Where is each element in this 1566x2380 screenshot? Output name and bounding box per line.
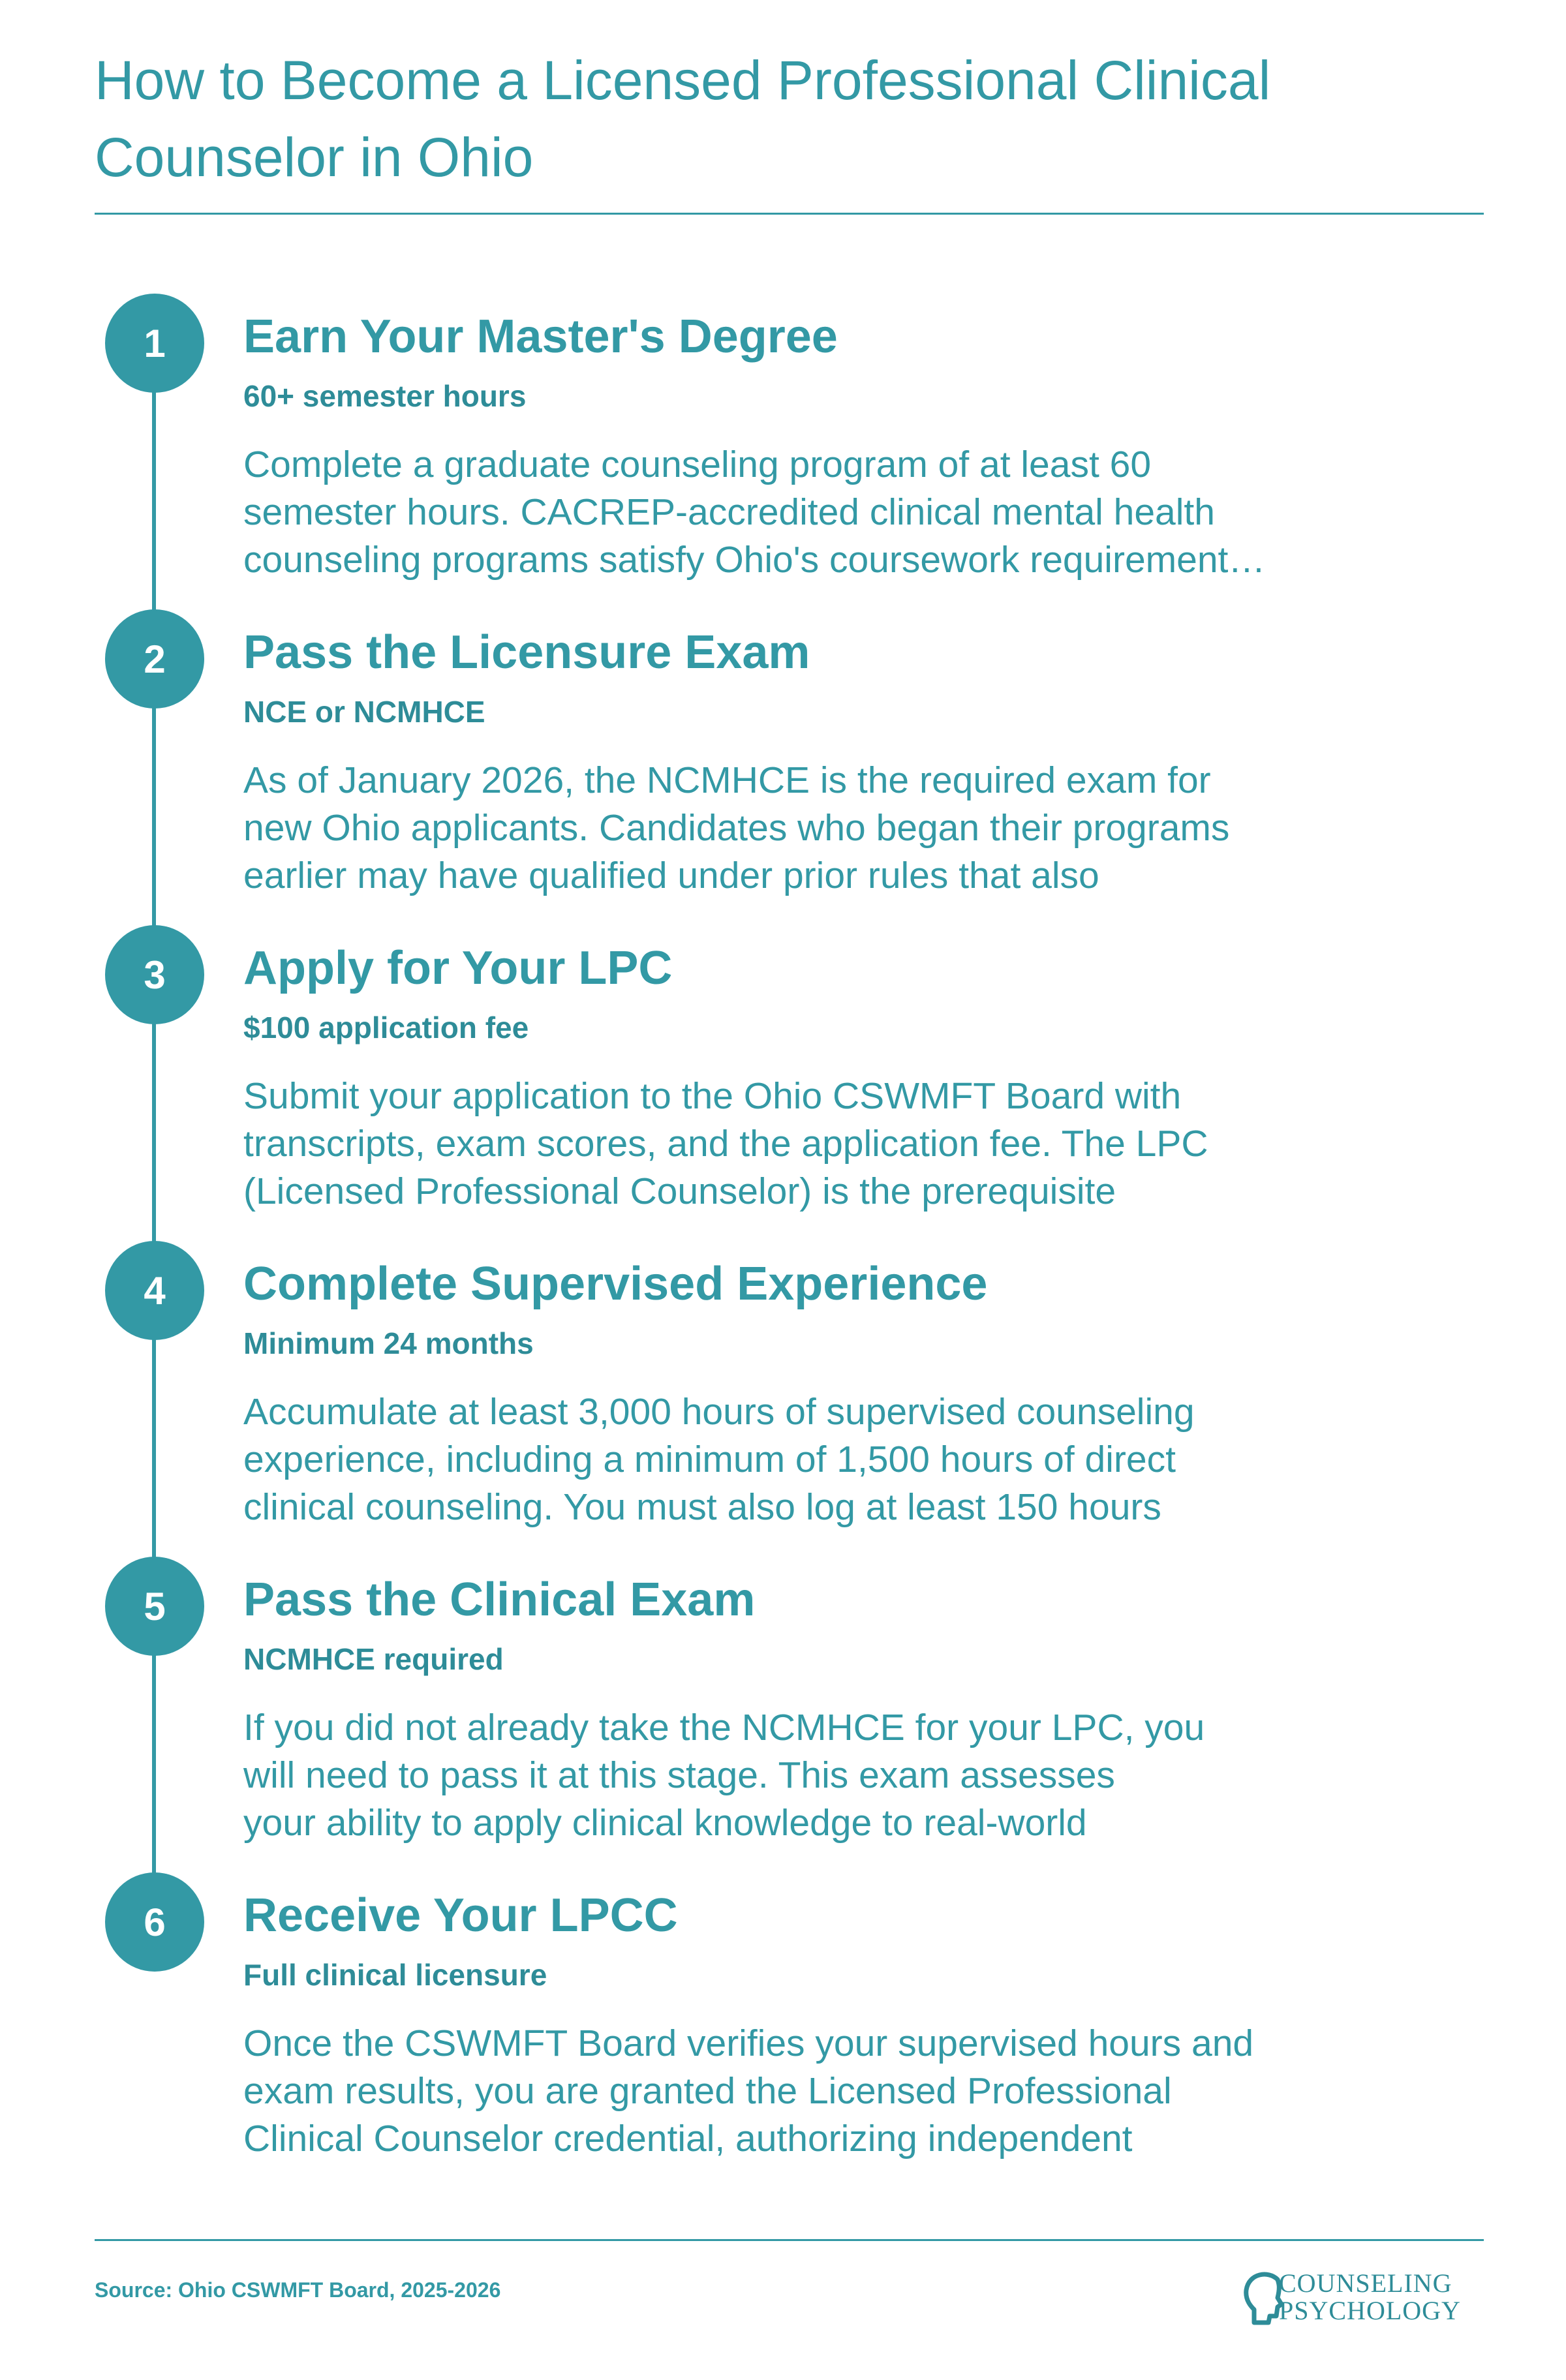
step-description: Accumulate at least 3,000 hours of supervised counseling experience, including a minimum of 1,500 hours of direct clinical counseling. You must also log at least 150 hours xyxy=(243,1391,1195,1528)
page-title: How to Become a Licensed Professional Clinical Counselor in Ohio xyxy=(95,50,1271,188)
step-title: Receive Your LPCC xyxy=(243,1889,678,1942)
step-subtitle: Minimum 24 months xyxy=(243,1326,534,1360)
step-number-badge: 2 xyxy=(105,609,204,709)
footer-divider xyxy=(95,2239,1484,2241)
step-title: Pass the Licensure Exam xyxy=(243,626,810,679)
step-description: Once the CSWMFT Board verifies your supervised hours and exam results, you are granted the Licensed Professional Clinical Counselor credential, authorizing independent xyxy=(243,2022,1254,2159)
step-description: If you did not already take the NCMHCE for your LPC, you will need to pass it at this stage. This exam assesses your ability to apply clinical knowledge to real-world xyxy=(243,1707,1205,1844)
step-number-badge: 1 xyxy=(105,294,204,393)
header-divider xyxy=(95,213,1484,215)
step-title: Apply for Your LPC xyxy=(243,942,673,994)
step-5 xyxy=(95,1557,1465,1844)
step-number-badge: 6 xyxy=(105,1872,204,1972)
step-subtitle: 60+ semester hours xyxy=(243,379,527,413)
step-title: Pass the Clinical Exam xyxy=(243,1574,756,1626)
step-title: Earn Your Master's Degree xyxy=(243,311,838,363)
step-6 xyxy=(95,1872,1465,2159)
step-description: As of January 2026, the NCMHCE is the required exam for new Ohio applicants. Candidates who began their programs earlier may have qualified under prior rules that also xyxy=(243,759,1230,896)
step-2 xyxy=(95,609,1465,896)
step-description: Complete a graduate counseling program of at least 60 semester hours. CACREP-accredited clinical mental health counseling programs satisfy Ohio's coursework requirement… xyxy=(243,444,1266,581)
step-description: Submit your application to the Ohio CSWMFT Board with transcripts, exam scores, and the application fee. The LPC (Licensed Professional Counselor) is the prerequisite xyxy=(243,1075,1208,1212)
step-subtitle: $100 application fee xyxy=(243,1011,529,1045)
step-number-badge: 4 xyxy=(105,1241,204,1340)
step-subtitle: NCMHCE required xyxy=(243,1642,504,1676)
step-number-badge: 3 xyxy=(105,925,204,1024)
step-number-badge: 5 xyxy=(105,1557,204,1656)
source-note: Source: Ohio CSWMFT Board, 2025-2026 xyxy=(95,2278,501,2302)
step-subtitle: Full clinical licensure xyxy=(243,1958,547,1992)
step-subtitle: NCE or NCMHCE xyxy=(243,695,485,729)
step-3 xyxy=(95,925,1465,1212)
logo-text-line2: PSYCHOLOGY xyxy=(1279,2296,1461,2325)
logo-text-line1: COUNSELING xyxy=(1279,2268,1452,2298)
step-1 xyxy=(95,294,1465,581)
counseling-psychology-logo xyxy=(1240,2264,1485,2329)
step-4 xyxy=(95,1241,1465,1528)
step-title: Complete Supervised Experience xyxy=(243,1258,988,1310)
